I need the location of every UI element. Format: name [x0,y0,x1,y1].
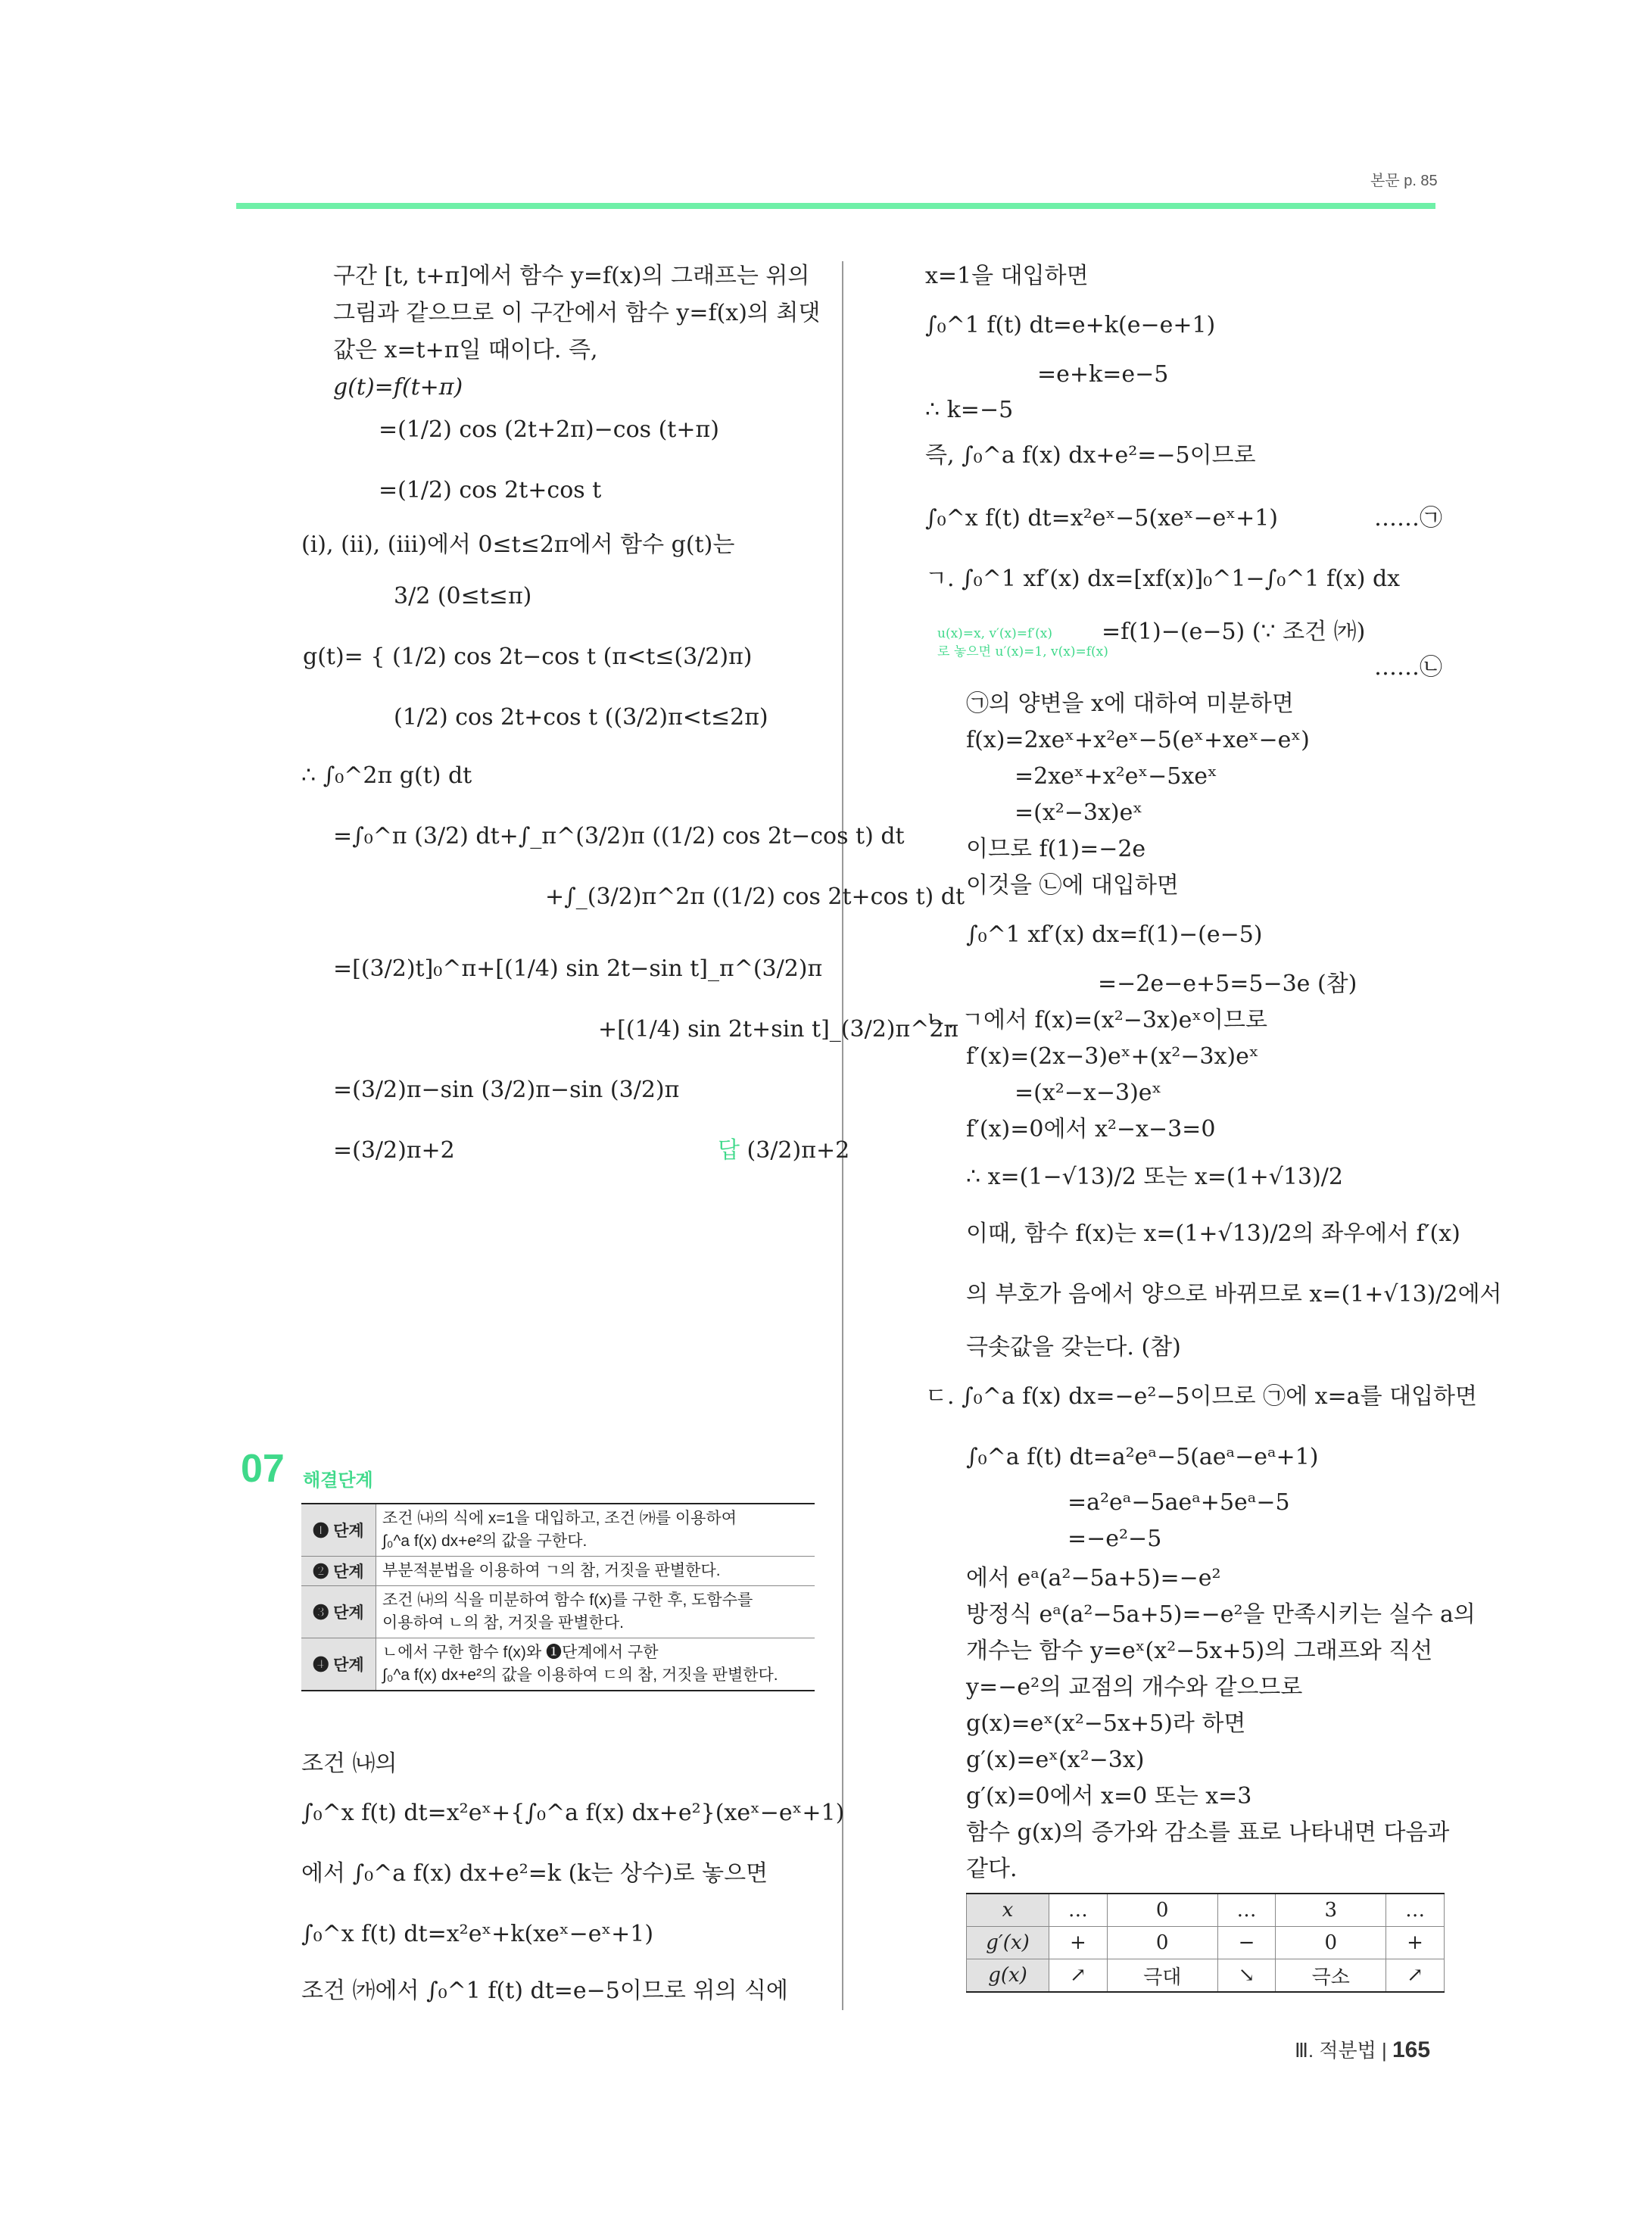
equation-marker: ……㉠ [1374,505,1442,531]
equation-line: =2xeˣ+x²eˣ−5xeˣ [1015,763,1217,790]
equation-line: f′(x)=0에서 x²−x−3=0 [966,1116,1216,1142]
equation-line: ∫₀^1 f(t) dt=e+k(e−e+1) [925,312,1216,338]
equation-line: +∫_(3/2)π^2π ((1/2) cos 2t+cos t) dt [545,884,965,910]
table-cell: … [1049,1894,1108,1927]
equation-line: ∴ ∫₀^2π g(t) dt [301,762,472,789]
text-line: 구간 [t, t+π]에서 함수 y=f(x)의 그래프는 위의 [333,263,810,289]
equation-line: =∫₀^π (3/2) dt+∫_π^(3/2)π ((1/2) cos 2t−cos t) dt [333,823,905,849]
equation-line: ∫₀^x f(t) dt=x²eˣ+{∫₀^a f(x) dx+e²}(xeˣ−eˣ+1) [301,1800,845,1826]
chapter-name: Ⅲ. 적분법 [1295,2039,1376,2062]
text-line: x=1을 대입하면 [925,263,1089,289]
side-note: 로 놓으면 u′(x)=1, v(x)=f(x) [937,644,1108,659]
solution-steps-table [301,1503,815,1691]
text-line: 조건 ㈎에서 ∫₀^1 f(t) dt=e−5이므로 위의 식에 [301,1978,788,2004]
table-row [967,1894,1445,1927]
answer [718,1136,849,1166]
equation-line: g(t)=f(t+π) [333,374,463,401]
text-line: y=−e²의 교점의 개수와 같으므로 [966,1674,1303,1700]
equation-line: =(3/2)π+2 [333,1137,455,1164]
increase-decrease-table [966,1893,1445,1993]
equation-line: ∫₀^1 xf′(x) dx=f(1)−(e−5) [966,921,1263,948]
table-cell: + [1386,1927,1445,1959]
step-label: ❹ 단계 [301,1638,376,1691]
step-text: 조건 ㈏의 식을 미분하여 함수 f(x)를 구한 후, 도함수를 [382,1591,753,1609]
piecewise-line: g(t)= { (1/2) cos 2t−cos t (π<t≤(3/2)π) [303,644,753,670]
step-label: ❷ 단계 [301,1557,376,1586]
side-note: u(x)=x, v′(x)=f′(x) [937,626,1053,641]
table-cell: − [1217,1927,1276,1959]
text-line: 에서 ∫₀^a f(x) dx+e²=k (k는 상수)로 놓으면 [301,1860,768,1887]
equation-line: =(x²−x−3)eˣ [1015,1080,1162,1106]
table-row [301,1638,815,1691]
text-line: 이때, 함수 f(x)는 x=(1+√13)/2의 좌우에서 f′(x) [966,1220,1460,1247]
page-number: 165 [1392,2037,1431,2062]
answer-label: 답 [718,1137,740,1164]
text-line: 그림과 같으므로 이 구간에서 함수 y=f(x)의 최댓 [333,300,821,326]
footer-separator: | [1381,2039,1387,2062]
equation-line: g(x)=eˣ(x²−5x+5)라 하면 [966,1710,1246,1737]
table-cell: … [1217,1894,1276,1927]
equation-line: =[(3/2)t]₀^π+[(1/4) sin 2t−sin t]_π^(3/2)π [333,955,823,982]
equation-line: f′(x)=(2x−3)eˣ+(x²−3x)eˣ [966,1043,1259,1070]
table-row [301,1557,815,1586]
answer-value: (3/2)π+2 [747,1137,850,1164]
step-text: 이용하여 ㄴ의 참, 거짓을 판별한다. [382,1614,625,1632]
table-cell: ↘ [1217,1959,1276,1993]
text-line: 즉, ∫₀^a f(x) dx+e²=−5이므로 [925,442,1256,469]
table-row [967,1927,1445,1959]
equation-line: ∫₀^a f(t) dt=a²eᵃ−5(aeᵃ−eᵃ+1) [966,1444,1319,1470]
table-cell: ↗ [1049,1959,1108,1993]
piecewise-line: 3/2 (0≤t≤π) [394,583,532,609]
equation-line: =(3/2)π−sin (3/2)π−sin (3/2)π [333,1077,680,1103]
equation-line: +[(1/4) sin 2t+sin t]_(3/2)π^2π [598,1016,959,1043]
table-cell: g′(x) [967,1927,1049,1959]
table-cell: + [1049,1927,1108,1959]
equation-line: ∫₀^x f(t) dt=x²eˣ−5(xeˣ−eˣ+1) [925,505,1279,531]
equation-line: =−e²−5 [1068,1526,1162,1552]
equation-marker: ……㉡ [1374,654,1442,681]
text-line: 방정식 eᵃ(a²−5a+5)=−e²을 만족시키는 실수 a의 [966,1601,1476,1628]
equation-line: =e+k=e−5 [1037,361,1169,388]
equation-line: ∴ k=−5 [925,397,1014,423]
text-line: ㉠의 양변을 x에 대하여 미분하면 [966,690,1294,717]
step-text: ∫₀^a f(x) dx+e²의 값을 이용하여 ㄷ의 참, 거짓을 판별한다. [382,1666,778,1684]
table-row [301,1504,815,1557]
equation-line: g′(x)=0에서 x=0 또는 x=3 [966,1783,1252,1810]
equation-line: =−2e−e+5=5−3e (참) [1098,971,1357,997]
page-reference: 본문 p. 85 [1370,173,1438,189]
text-line: 조건 ㈏의 [301,1750,397,1777]
text-line: 에서 eᵃ(a²−5a+5)=−e² [966,1565,1221,1591]
equation-line: =(1/2) cos (2t+2π)−cos (t+π) [379,416,719,443]
text-line: 같다. [966,1856,1018,1882]
equation-line: =f(1)−(e−5) (∵ 조건 ㈎) [1102,619,1366,645]
text-line: ㄴ. ㄱ에서 f(x)=(x²−3x)eˣ이므로 [925,1007,1268,1033]
table-cell: g(x) [967,1959,1049,1993]
text-line: 의 부호가 음에서 양으로 바뀌므로 x=(1+√13)/2에서 [966,1281,1502,1308]
text-line: ㄷ. ∫₀^a f(x) dx=−e²−5이므로 ㉠에 x=a를 대입하면 [925,1383,1478,1410]
table-cell: 극소 [1276,1959,1386,1993]
equation-line: =(1/2) cos 2t+cos t [379,477,602,503]
header-rule [236,203,1435,209]
equation-line: =a²eᵃ−5aeᵃ+5eᵃ−5 [1068,1489,1290,1516]
text-line: 이므로 f(1)=−2e [966,836,1146,862]
equation-line: ∫₀^x f(t) dt=x²eˣ+k(xeˣ−eˣ+1) [301,1921,654,1947]
text-line: 개수는 함수 y=eˣ(x²−5x+5)의 그래프와 직선 [966,1638,1433,1664]
table-cell: x [967,1894,1049,1927]
page-footer [1295,2035,1430,2063]
step-description [376,1504,815,1557]
table-cell: … [1386,1894,1445,1927]
step-text: ∫₀^a f(x) dx+e²의 값을 구한다. [382,1532,588,1550]
table-row [967,1959,1445,1993]
step-text: ㄴ에서 구한 함수 f(x)와 ❶단계에서 구한 [382,1644,659,1661]
table-cell: 0 [1107,1894,1217,1927]
section-title: 해결단계 [303,1470,373,1491]
step-label: ❸ 단계 [301,1586,376,1638]
table-cell: 0 [1276,1927,1386,1959]
text-line: 함수 g(x)의 증가와 감소를 표로 나타내면 다음과 [966,1819,1450,1846]
text-line: (ⅰ), (ⅱ), (ⅲ)에서 0≤t≤2π에서 함수 g(t)는 [301,531,735,558]
table-row [301,1586,815,1638]
step-description [376,1638,815,1691]
table-cell: ↗ [1386,1959,1445,1993]
piecewise-line: (1/2) cos 2t+cos t ((3/2)π<t≤2π) [394,704,768,731]
equation-line: ∴ x=(1−√13)/2 또는 x=(1+√13)/2 [966,1164,1343,1190]
equation-line: ㄱ. ∫₀^1 xf′(x) dx=[xf(x)]₀^1−∫₀^1 f(x) dx [925,566,1401,592]
step-description [376,1586,815,1638]
text-line: 값은 x=t+π일 때이다. 즉, [333,337,598,363]
equation-line: f(x)=2xeˣ+x²eˣ−5(eˣ+xeˣ−eˣ) [966,727,1310,753]
problem-number: 07 [241,1447,285,1491]
step-text: 조건 ㈏의 식에 x=1을 대입하고, 조건 ㈎를 이용하여 [382,1510,737,1527]
table-cell: 극대 [1107,1959,1217,1993]
equation-line: g′(x)=eˣ(x²−3x) [966,1747,1145,1773]
step-description [376,1557,815,1586]
text-line: 이것을 ㉡에 대입하면 [966,872,1179,899]
step-label: ❶ 단계 [301,1504,376,1557]
text-line: 극솟값을 갖는다. (참) [966,1334,1181,1361]
equation-line: =(x²−3x)eˣ [1015,800,1143,826]
table-cell: 3 [1276,1894,1386,1927]
step-text: 부분적분법을 이용하여 ㄱ의 참, 거짓을 판별한다. [382,1562,721,1579]
table-cell: 0 [1107,1927,1217,1959]
